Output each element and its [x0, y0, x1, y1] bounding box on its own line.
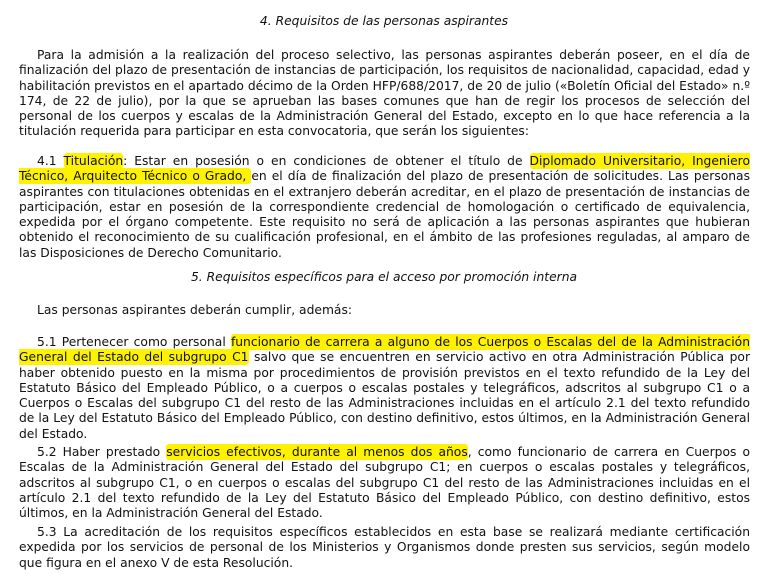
- paragraph-4-1-text-b: en el día de finalización del plazo de presentación de solicitudes. Las personas aspirantes con titulaciones obtenidas en el extranjero deberán acreditar, en el plazo de presentación de instancias de participación, estar en posesión de la correspondiente credencial de homologación o certificado de equivalencia, expedida por el órgano competente. Este requisito no será de aplicación a las personas aspirantes que hubieran obtenido el reconocimiento de su cualificación profesional, en el ámbito de las profesiones reguladas, al amparo de las Disposiciones de Derecho Comunitario.: [19, 169, 750, 260]
- paragraph-5-3: [19, 525, 750, 571]
- paragraph-5-3-text: La acreditación de los requisitos específicos establecidos en esta base se realizará mediante certificación expedida por los servicios de personal de los Ministerios y Organismos donde presten sus servicios, según modelo que figura en el anexo V de esta Resolución.: [19, 525, 750, 570]
- paragraph-5-1-text-b: salvo que se encuentren en servicio activo en otra Administración Pública por haber obtenido puesto en la misma por procedimientos de provisión previstos en el texto refundido de la Ley del Estatuto Básico del Empleado Público, o a cuerpos o escalas postales y telegráficos, adscritos al subgrupo C1 o a Cuerpos o Escalas del subgrupo C1 del resto de las Administraciones incluidas en el artículo 2.1 del texto refundido de la Ley del Estatuto Básico del Empleado Público, con destino definitivo, estos últimos, en la Administración General del Estado.: [19, 350, 750, 441]
- servicios-highlight: servicios efectivos, durante al menos dos años: [166, 445, 468, 459]
- paragraph-4-1: [19, 154, 750, 261]
- section-5-intro: Las personas aspirantes deberán cumplir, además:: [37, 303, 353, 317]
- paragraph-5-1: [19, 335, 750, 442]
- paragraph-5-2-text-b: , como funcionario de carrera en Cuerpos o Escalas de la Administración General del Estado del subgrupo C1; en cuerpos o escalas postales y telegráficos, adscritos al subgrupo C1, o en cuerpos o escalas del subgrupo C1 del resto de las Administraciones incluidas en el artículo 2.1 del texto refundido de la Ley del Estatuto Básico del Empleado Público, con destino definitivo, estos últimos, en la Administración General del Estado.: [19, 445, 750, 521]
- section-4-heading: 4. Requisitos de las personas aspirantes: [259, 14, 509, 28]
- paragraph-4-1-text-a: : Estar en posesión o en condiciones de obtener el título de: [123, 154, 530, 168]
- degree-highlight: Diplomado Universitario, Ingeniero Técnico, Arquitecto Técnico o Grado,: [19, 154, 750, 184]
- section-4-intro: Para la admisión a la realización del proceso selectivo, las personas aspirantes deberán poseer, en el día de finalización del plazo de presentación de instancias de participación, los requisitos de nacionalidad, capacidad, edad y habilitación previstos en el apartado décimo de la Orden HFP/688/2017, de 20 de julio («Boletín Oficial del Estado» n.º 174, de 22 de julio), por la que se aprueban las bases comunes que han de regir los procesos de selección del personal de los cuerpos y escalas de la Administración General del Estado, excepto en lo que hace referencia a la titulación requerida para participar en esta convocatoria, que serán los siguientes:: [19, 48, 750, 139]
- paragraph-5-1-number: 5.1: [37, 335, 57, 349]
- paragraph-5-3-number: 5.3: [37, 525, 57, 539]
- paragraph-5-1-text-a: Pertenecer como personal: [56, 335, 231, 349]
- paragraph-5-2-text-a: Haber prestado: [56, 445, 167, 459]
- titulacion-highlight: Titulación: [63, 154, 124, 168]
- paragraph-4-1-number: 4.1: [37, 154, 57, 168]
- section-5-heading: 5. Requisitos específicos para el acceso por promoción interna: [190, 270, 578, 284]
- paragraph-5-2: [19, 445, 750, 521]
- funcionario-highlight: funcionario de carrera a alguno de los Cuerpos o Escalas del de la Administración General del Estado del subgrupo C1: [19, 335, 750, 365]
- paragraph-5-2-number: 5.2: [37, 445, 57, 459]
